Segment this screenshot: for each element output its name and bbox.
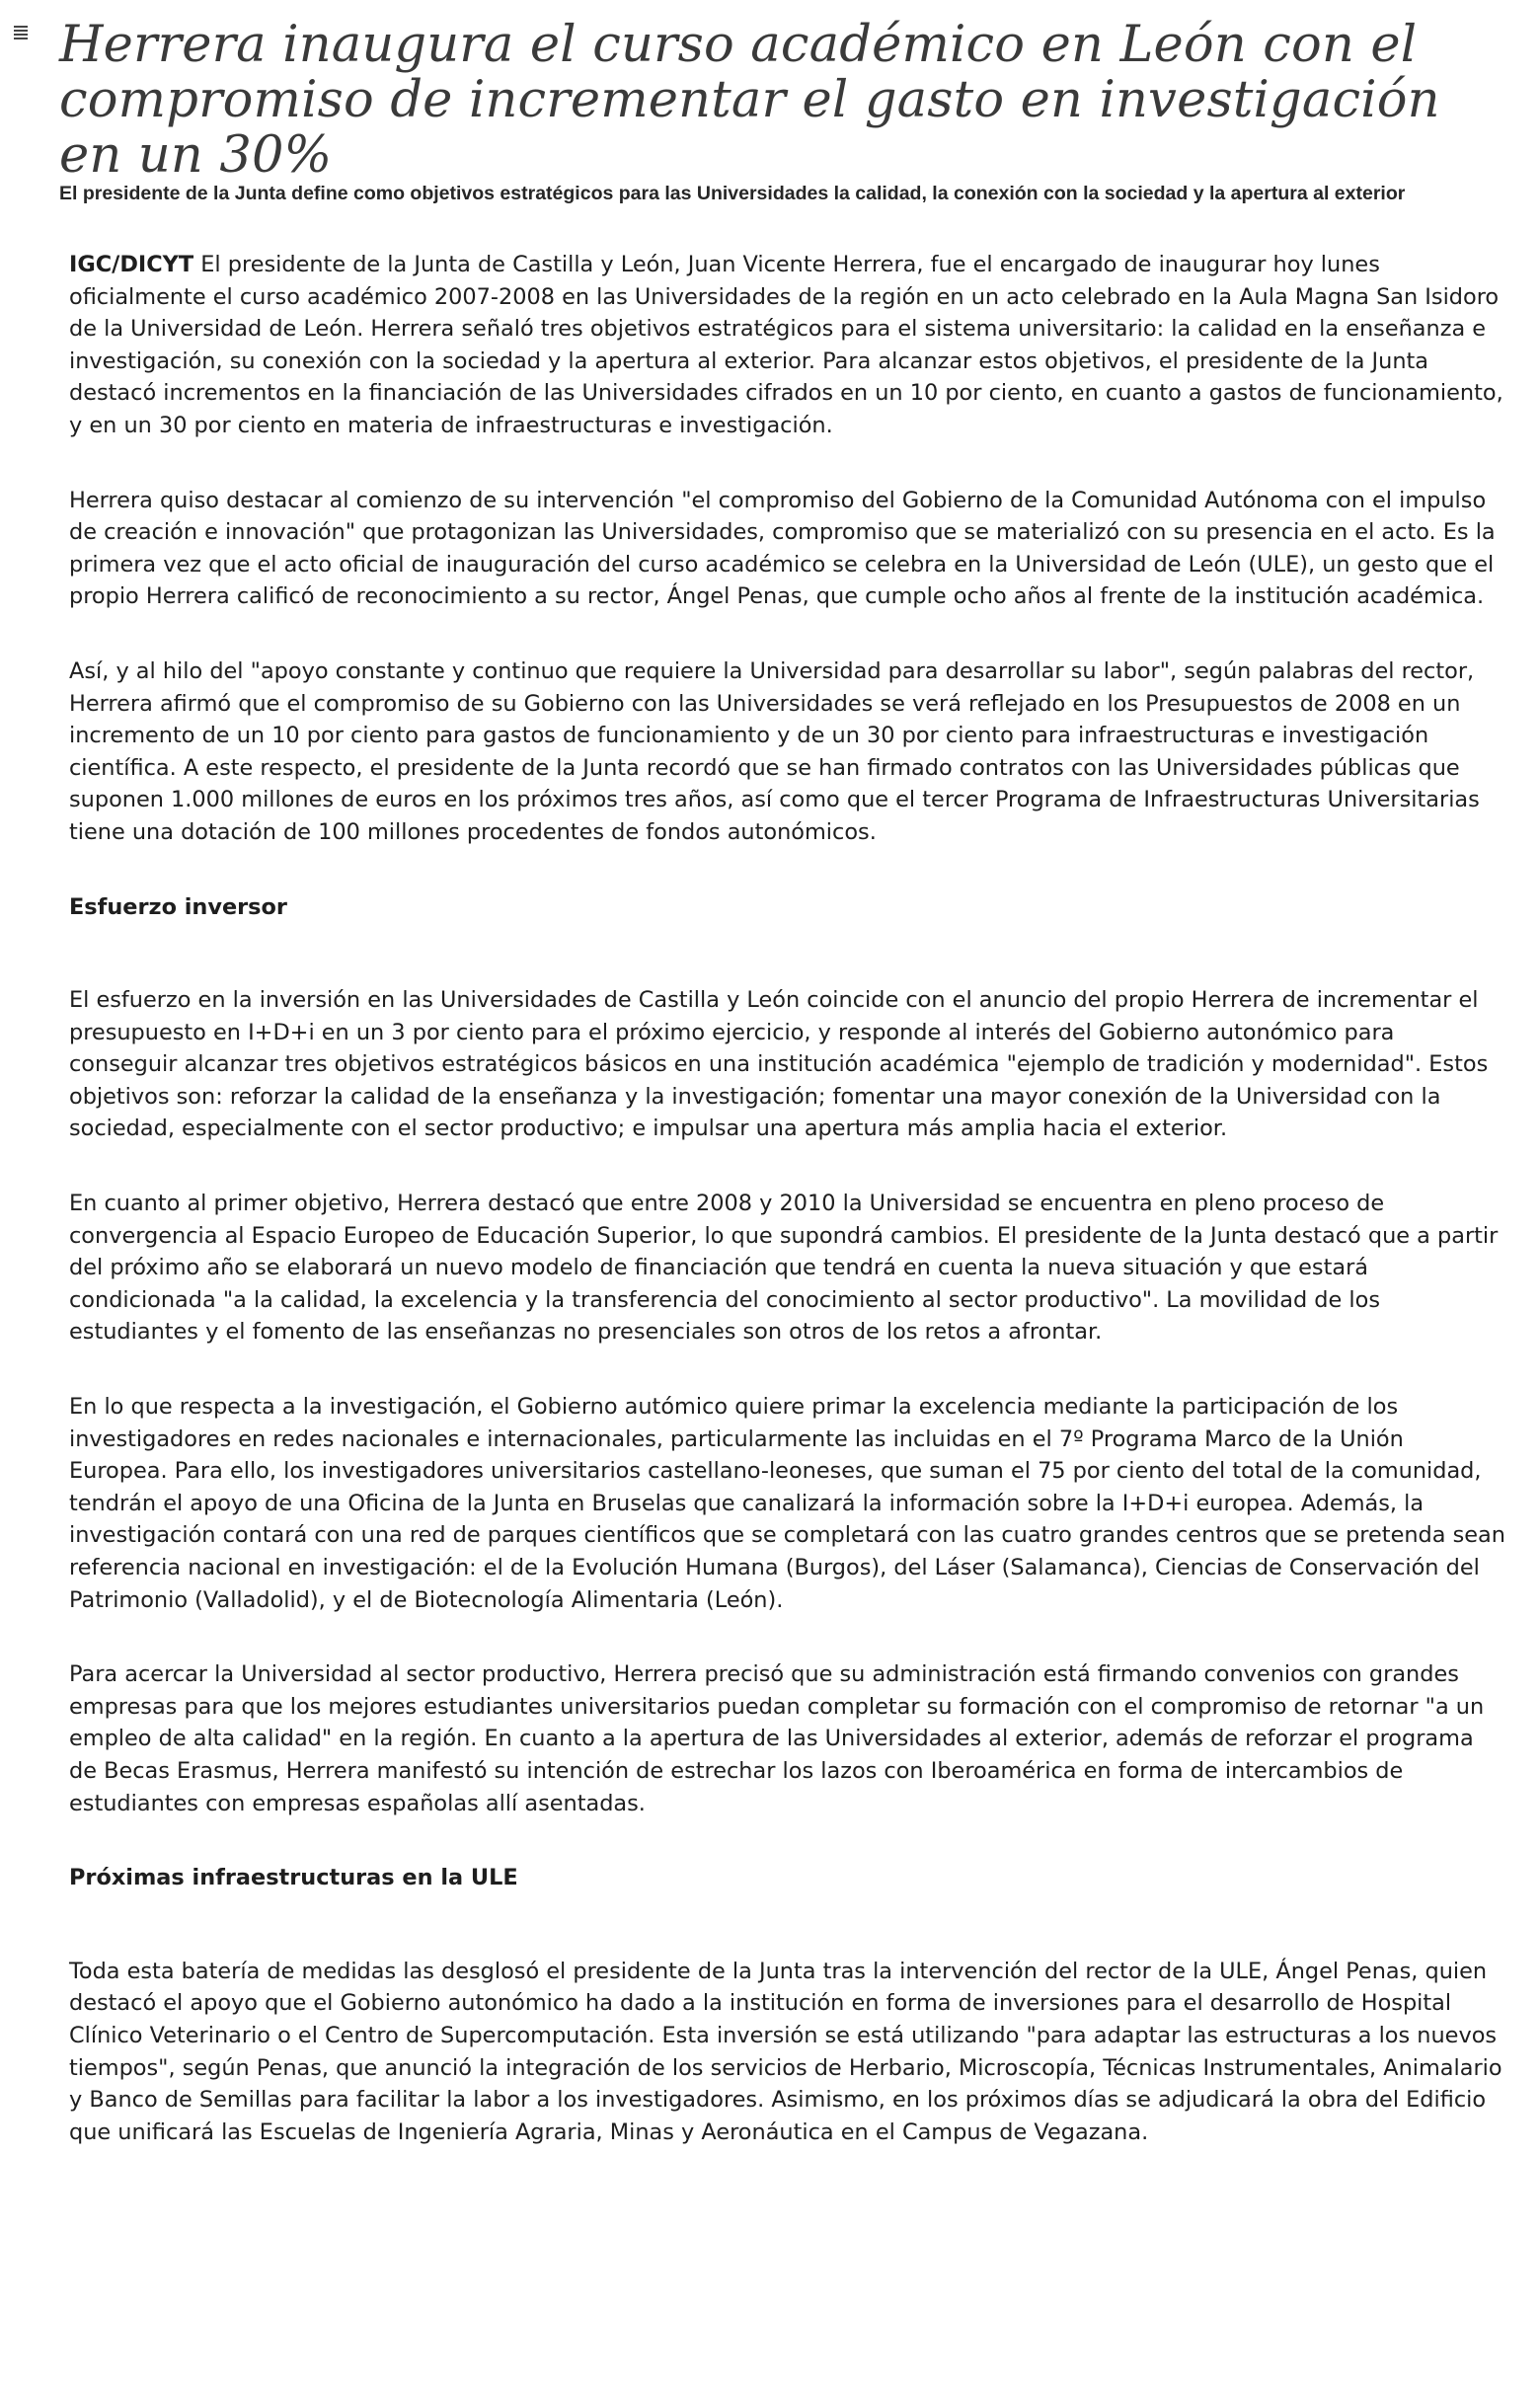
source-tag: IGC/DICYT [69, 252, 194, 277]
paragraph-1 [69, 249, 1505, 442]
paragraph-1-text: El presidente de la Junta de Castilla y León, Juan Vicente Herrera, fue el encargado de inaugurar hoy lunes oficialmente el curso académico 2007-2008 en las Universidades de la región en un acto celebrado en la Aula Magna San Isidoro de la Universidad de León. Herrera señaló tres objetivos estratégicos para el sistema universitario: la calidad en la enseñanza e investigación, su conexión con la sociedad y la apertura al exterior. Para alcanzar estos objetivos, el presidente de la Junta destacó incrementos en la financiación de las Universidades cifrados en un 10 por ciento, en cuanto a gastos de funcionamiento, y en un 30 por ciento en materia de infraestructuras e investigación. [69, 252, 1503, 438]
article-headline: Herrera inaugura el curso académico en León con el compromiso de incrementar el gasto en investigación en un 30% [59, 16, 1440, 185]
bullet-icon [14, 26, 28, 41]
article-subtitle: El presidente de la Junta define como objetivos estratégicos para las Universidades la calidad, la conexión con la sociedad y la apertura al exterior [59, 183, 1406, 204]
paragraph-2: Herrera quiso destacar al comienzo de su intervención "el compromiso del Gobierno de la Comunidad Autónoma con el impulso de creación e innovación" que protagonizan las Universidades, compromiso que se materializó con su presencia en el acto. Es la primera vez que el acto oficial de inauguración del curso académico se celebra en la Universidad de León (ULE), un gesto que el propio Herrera calificó de reconocimiento a su rector, Ángel Penas, que cumple ocho años al frente de la institución académica. [69, 487, 1496, 610]
paragraph-3: Así, y al hilo del "apoyo constante y continuo que requiere la Universidad para desarrollar su labor", según palabras del rector, Herrera afirmó que el compromiso de su Gobierno con las Universidades se verá reflejado en los Presupuestos de 2008 en un incremento de un 10 por ciento para gastos de funcionamiento y de un 30 por ciento para infraestructuras e investigación científica. A este respecto, el presidente de la Junta recordó que se han firmado contratos con las Universidades públicas que suponen 1.000 millones de euros en los próximos tres años, así como que el tercer Programa de Infraestructuras Universitarias tiene una dotación de 100 millones procedentes de fondos autonómicos. [69, 657, 1480, 845]
paragraph-6: En lo que respecta a la investigación, el Gobierno autómico quiere primar la excelencia mediante la participación de los investigadores en redes nacionales e internacionales, particularmente las incluidas en el 7º Programa Marco de la Unión Europea. Para ello, los investigadores universitarios castellano-leoneses, que suman el 75 por ciento del total de la comunidad, tendrán el apoyo de una Oficina de la Junta en Bruselas que canalizará la información sobre la I+D+i europea. Además, la investigación contará con una red de parques científicos que se completará con las cuatro grandes centros que se pretenda sean referencia nacional en investigación: el de la Evolución Humana (Burgos), del Láser (Salamanca), Ciencias de Conservación del Patrimonio (Valladolid), y el de Biotecnología Alimentaria (León). [69, 1394, 1505, 1613]
paragraph-4: El esfuerzo en la inversión en las Universidades de Castilla y León coincide con el anuncio del propio Herrera de incrementar el presupuesto en I+D+i en un 3 por ciento para el próximo ejercicio, y responde al interés del Gobierno autonómico para conseguir alcanzar tres objetivos estratégicos básicos en una institución académica "ejemplo de tradición y modernidad". Estos objetivos son: reforzar la calidad de la enseñanza y la investigación; fomentar una mayor conexión de la Universidad con la sociedad, especialmente con el sector productivo; e impulsar una apertura más amplia hacia el exterior. [69, 987, 1489, 1142]
section-heading-esfuerzo: Esfuerzo inversor [69, 893, 287, 920]
paragraph-8: Toda esta batería de medidas las desglosó el presidente de la Junta tras la intervención del rector de la ULE, Ángel Penas, quien destacó el apoyo que el Gobierno autonómico ha dado a la institución en forma de inversiones para el desarrollo de Hospital Clínico Veterinario o el Centro de Supercomputación. Esta inversión se está utilizando "para adaptar las estructuras a los nuevos tiempos", según Penas, que anunció la integración de los servicios de Herbario, Microscopía, Técnicas Instrumentales, Animalario y Banco de Semillas para facilitar la labor a los investigadores. Asimismo, en los próximos días se adjudicará la obra del Edificio que unificará las Escuelas de Ingeniería Agraria, Minas y Aeronáutica en el Campus de Vegazana. [69, 1958, 1502, 2145]
paragraph-7: Para acercar la Universidad al sector productivo, Herrera precisó que su administración está firmando convenios con grandes empresas para que los mejores estudiantes universitarios puedan completar su formación con el compromiso de retornar "a un empleo de alta calidad" en la región. En cuanto a la apertura de las Universidades al exterior, además de reforzar el programa de Becas Erasmus, Herrera manifestó su intención de estrechar los lazos con Iberoamérica en forma de intercambios de estudiantes con empresas españolas allí asentadas. [69, 1661, 1485, 1816]
paragraph-5: En cuanto al primer objetivo, Herrera destacó que entre 2008 y 2010 la Universidad se encuentra en pleno proceso de convergencia al Espacio Europeo de Educación Superior, lo que supondrá cambios. El presidente de la Junta destacó que a partir del próximo año se elaborará un nuevo modelo de financiación que tendrá en cuenta la nueva situación y que estará condicionada "a la calidad, la excelencia y la transferencia del conocimiento al sector productivo". La movilidad de los estudiantes y el fomento de las enseñanzas no presenciales son otros de los retos a afrontar. [69, 1191, 1499, 1346]
section-heading-infraestructuras: Próximas infraestructuras en la ULE [69, 1865, 518, 1891]
article-body [69, 249, 1505, 2148]
